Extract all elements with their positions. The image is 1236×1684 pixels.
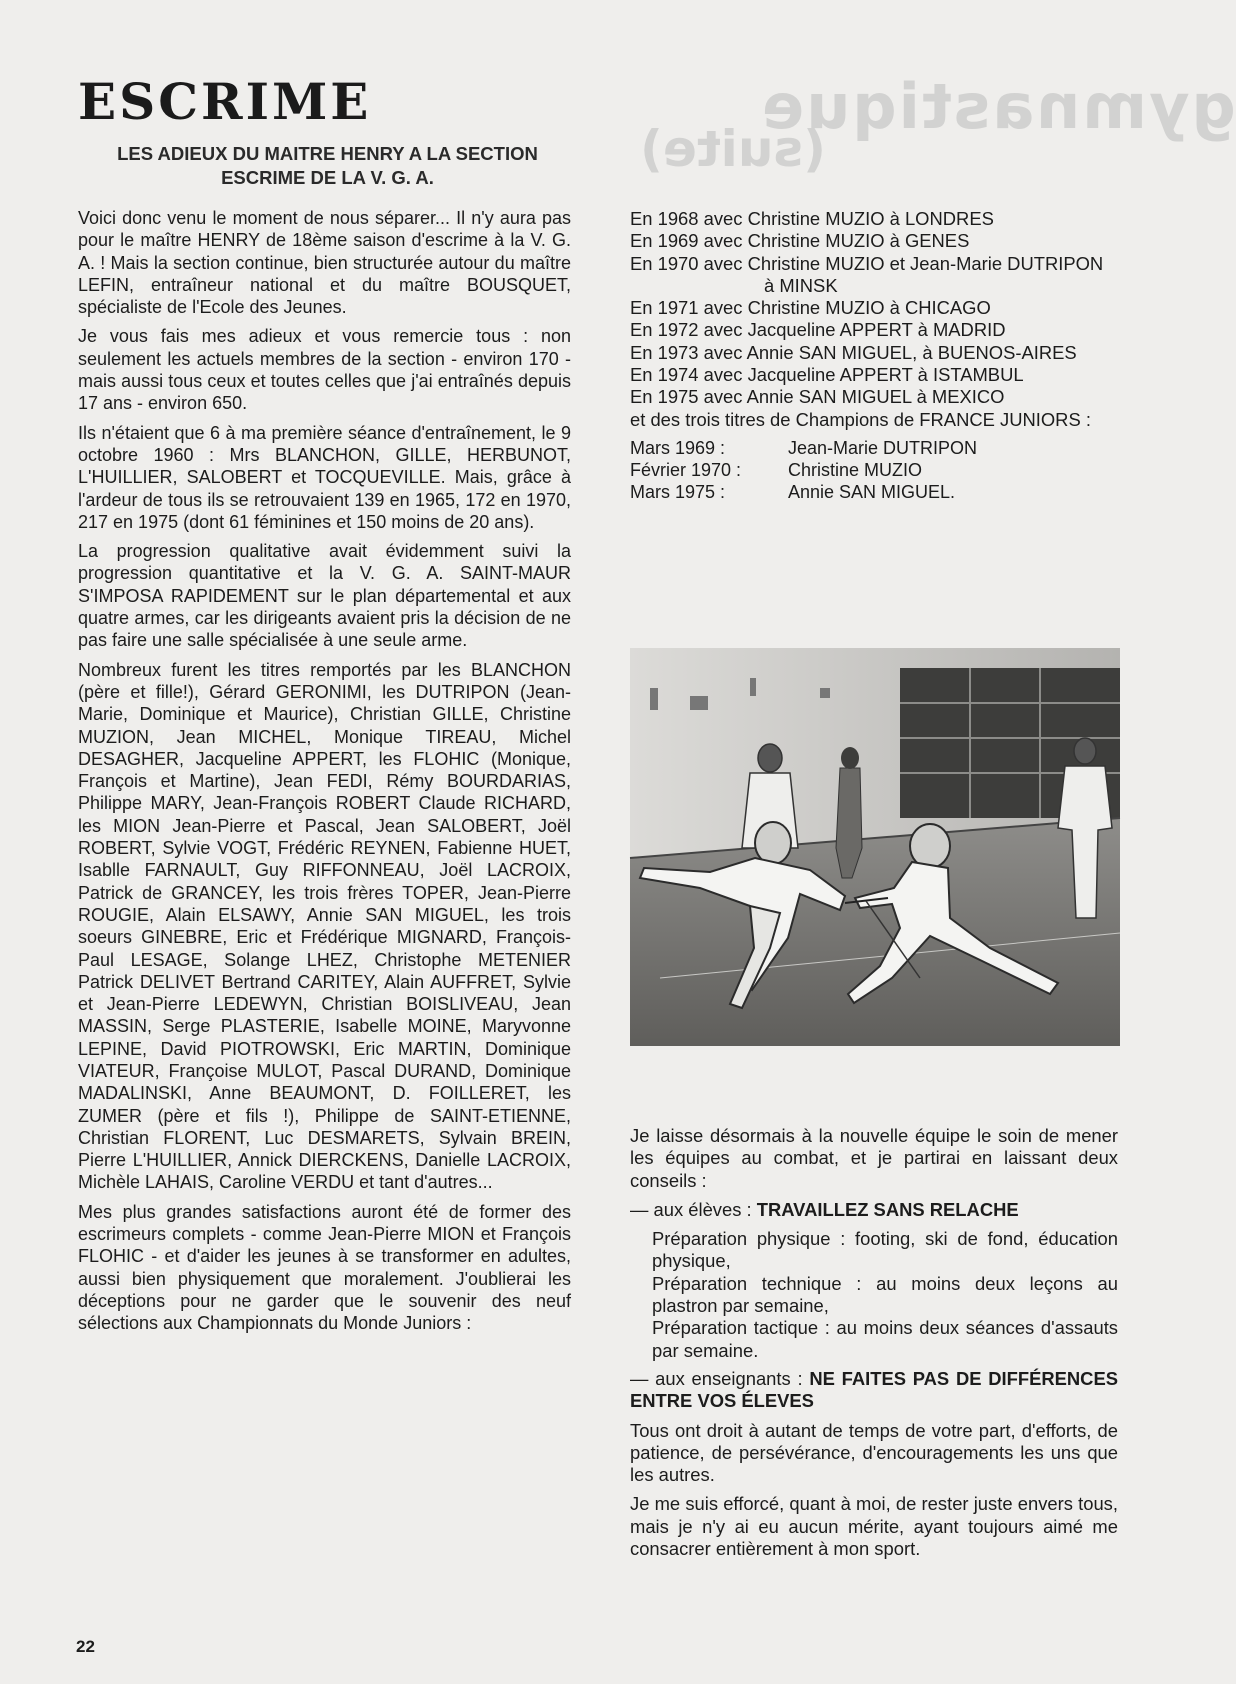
paragraph: Je vous fais mes adieux et vous remercie tous : non seulement les actuels membres de la section - environ 170 - mais aussi tous ceux et toutes celles que j'ai entraînés depuis 17 ans - environ 650. [78, 326, 571, 414]
list-item: Préparation tactique : au moins deux séances d'assauts par semaine. [652, 1317, 1118, 1361]
paragraph: Je me suis efforcé, quant à moi, de rester juste envers tous, mais je n'y ai eu aucun mérite, ayant toujours aimé me consacrer entièrement à mon sport. [630, 1493, 1118, 1560]
champion-name: Christine MUZIO [788, 459, 923, 480]
champion-date: Mars 1975 : [630, 481, 726, 502]
paragraph: La progression qualitative avait évidemment suivi la progression quantitative et la V. G. A. SAINT-MAUR S'IMPOSA RAPIDEMENT sur le plan départemental et aux quatre armes, car les dirigeants avaient pris la décision de ne pas faire une salle spécialisée à une seule arme. [78, 541, 571, 651]
bleed-through-text: gymnastique [760, 70, 1236, 143]
closing-section [630, 1125, 1118, 1567]
paragraph: Voici donc venu le moment de nous séparer... Il n'y aura pas pour le maître HENRY de 18ème saison d'escrime à la V. G. A. ! Mais la section continue, bien structurée autour du maître LEFIN, entraîneur national et du maître BOUSQUET, spécialiste de l'Ecole des Jeunes. [78, 208, 571, 318]
paragraph: Tous ont droit à autant de temps de votre part, d'efforts, de patience, de persévérance, d'encouragements les uns que les autres. [630, 1419, 1118, 1486]
selections-list [630, 208, 1118, 409]
paragraph: Mes plus grandes satisfactions auront été de former des escrimeurs complets - comme Jean-Pierre MION et François FLOHIC - et d'aider les jeunes à se transformer en adultes, aussi bien physiquement que moralement. J'oublierai les déceptions pour ne garder que le souvenir des neuf sélections aux Championnats du Monde Juniors : [78, 1201, 571, 1334]
right-column [630, 208, 1118, 503]
paragraph: Nombreux furent les titres remportés par les BLANCHON (père et fille!), Gérard GERONIMI, les DUTRIPON (Jean-Marie, Dominique et Maurice), Christian GILLE, Christine MUZION, Jean MICHEL, Monique TIREAU, Michel DESAGHER, Jacqueline APPERT, les FLOHIC (Monique, François et Martine), Jean FEDI, Rémy BOURDARIAS, Philippe MARY, Jean-François ROBERT Claude RICHARD, les MION Jean-Pierre et Pascal, Jean SALOBERT, Joël ROBERT, Sylvie VOGT, Frédéric REYNEN, Fabienne HUET, Isablle FARNAULT, Guy RIFFONNEAU, Joël LACROIX, Patrick de GRANCEY, les trois frères TOPER, Jean-Pierre ROUGIE, Alain ELSAWY, Annie SAN MIGUEL, les trois soeurs GINEBRE, Eric et Frédérique MIGNARD, François-Paul LESAGE, Solange LHEZ, Christophe METENIER Patrick DELIVET Bertrand CARITEY, Alain AUFFRET, Sylvie et Jean-Pierre LEDEWYN, Christian BOISLIVEAU, Jean MASSIN, Serge PLASTERIE, Isabelle MOINE, Maryvonne LEPINE, David PIOTROWSKI, Eric MARTIN, Dominique VIATEUR, Françoise MULOT, Pascal DURAND, Dominique MADALINSKI, Anne BEAUMONT, D. FOILLERET, les ZUMER (père et fils !), Philippe de SAINT-ETIENNE, Christian FLORENT, Luc DESMARETS, Sylvain BREIN, Pierre L'HUILLIER, Annick DIERCKENS, Danielle LACROIX, Michèle LAHAIS, Caroline VERDU et tant d'autres... [78, 659, 571, 1193]
paragraph: Ils n'étaient que 6 à ma première séance d'entraînement, le 9 octobre 1960 : Mrs BLANCHON, GILLE, HERBUNOT, L'HUILLIER, SALOBERT et TOCQUEVILLE. Mais, grâce à l'ardeur de tous ils se retrouvaient 139 en 1965, 172 en 1970, 217 en 1975 (dont 61 féminines et 150 moins de 20 ans). [78, 422, 571, 532]
bleed-through-text: (suite) [640, 120, 827, 178]
advice-prefix: — aux élèves : [630, 1198, 757, 1220]
list-item: En 1971 avec Christine MUZIO à CHICAGO [630, 297, 991, 319]
list-item: En 1974 avec Jacqueline APPERT à ISTAMBUL [630, 364, 1024, 386]
champion-name: Jean-Marie DUTRIPON [788, 437, 978, 458]
list-item: En 1973 avec Annie SAN MIGUEL, à BUENOS-AIRES [630, 341, 1077, 363]
fencing-photo [630, 648, 1120, 1046]
page-number: 22 [76, 1637, 95, 1656]
advice-students [630, 1199, 1118, 1221]
left-column [78, 207, 571, 1342]
page-title: ESCRIME [78, 72, 372, 131]
advice-title: TRAVAILLEZ SANS RELACHE [756, 1198, 1019, 1220]
list-item: Préparation physique : footing, ski de fond, éducation physique, [652, 1228, 1118, 1272]
list-item: En 1972 avec Jacqueline APPERT à MADRID [630, 319, 1006, 341]
list-item: En 1968 avec Christine MUZIO à LONDRES [630, 208, 994, 229]
article-subtitle: LES ADIEUX DU MAITRE HENRY A LA SECTION ESCRIME DE LA V. G. A. [117, 143, 538, 188]
champion-name: Annie SAN MIGUEL. [788, 481, 956, 502]
list-item: En 1970 avec Christine MUZIO et Jean-Marie DUTRIPON à MINSK [630, 252, 1104, 296]
training-list [630, 1228, 1118, 1362]
list-item: En 1975 avec Annie SAN MIGUEL à MEXICO [630, 386, 1005, 408]
advice-teachers [630, 1368, 1118, 1413]
fencing-photo-illustration [630, 648, 1120, 1046]
champion-date: Mars 1969 : [630, 437, 726, 458]
champion-date: Février 1970 : [630, 459, 742, 480]
advice-title: NE FAITES PAS DE DIFFÉRENCES ENTRE VOS ÉLEVES [630, 1367, 1118, 1412]
advice-prefix: — aux enseignants : [630, 1367, 810, 1389]
champions-table [630, 437, 1118, 503]
champions-intro: et des trois titres de Champions de FRANCE JUNIORS : [630, 408, 1091, 430]
list-item: En 1969 avec Christine MUZIO à GENES [630, 230, 970, 252]
list-item: Préparation technique : au moins deux leçons au plastron par semaine, [652, 1272, 1118, 1317]
closing-intro: Je laisse désormais à la nouvelle équipe le soin de mener les équipes au combat, et je partirai en laissant deux conseils : [630, 1125, 1118, 1191]
